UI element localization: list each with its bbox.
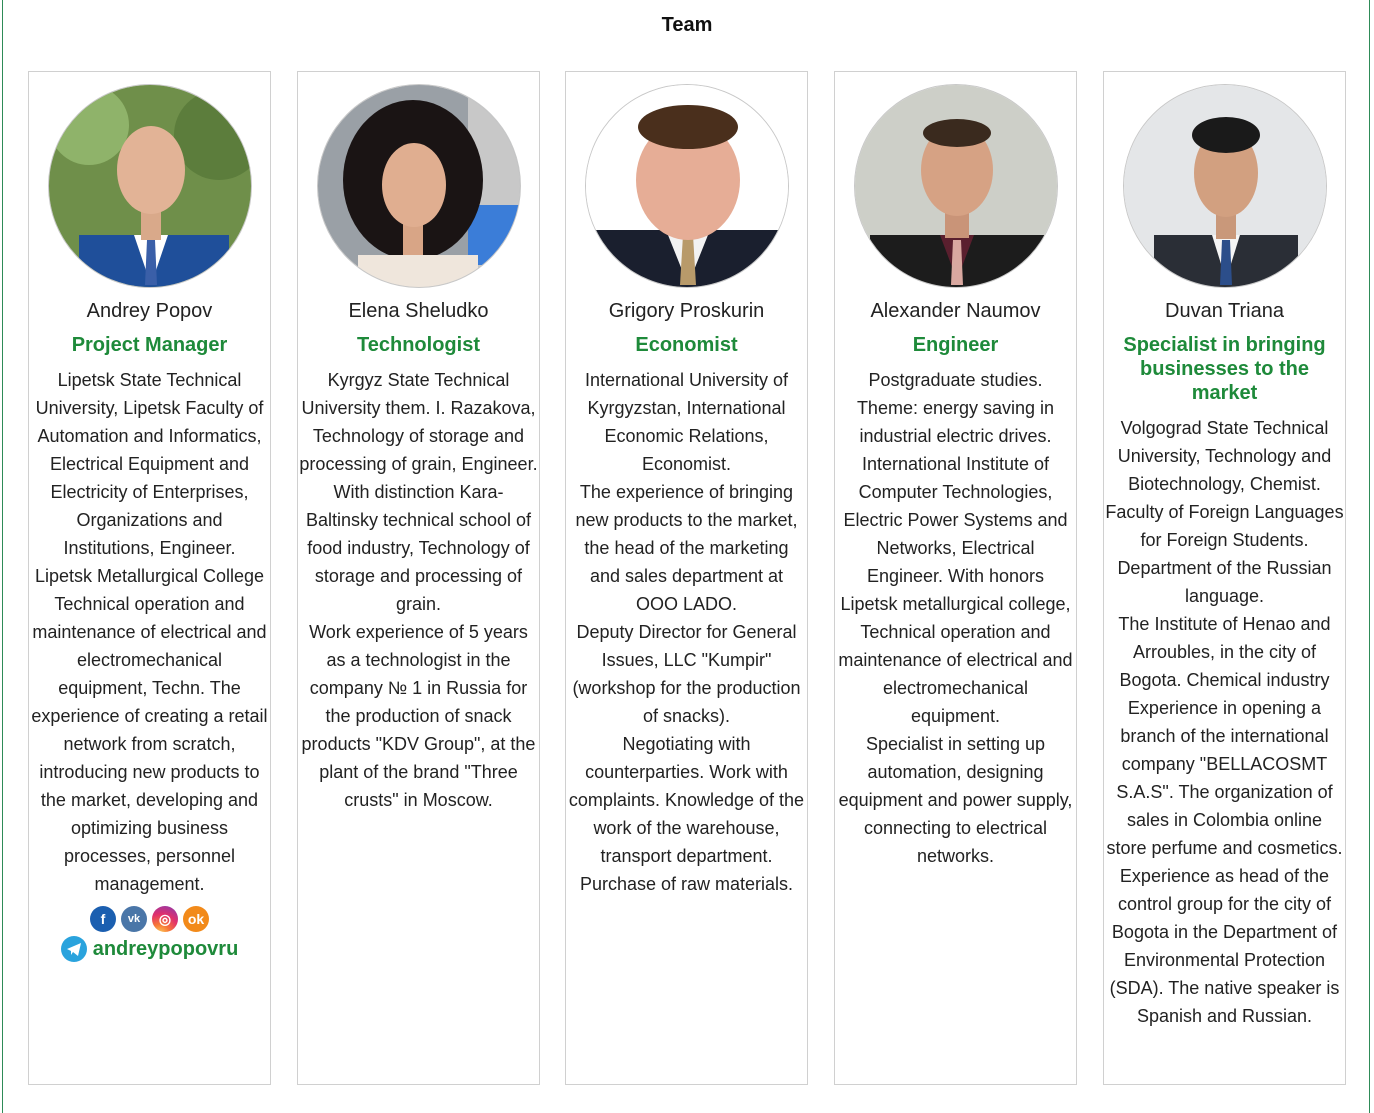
facebook-icon[interactable]: f <box>90 906 116 932</box>
member-bio: Kyrgyz State Technical University them. I. Razakova, Technology of storage and processing of grain, Engineer. With distinction Kara-Baltinsky technical school of food industry, Technology of storage and processing of grain. Work experience of 5 years as a technologist in the company № 1 in Russia for the production of snack products "KDV Group", at the plant of the brand "Three crusts" in Moscow. <box>299 370 538 810</box>
member-name: Andrey Popov <box>86 300 213 322</box>
member-name: Alexander Naumov <box>870 300 1041 322</box>
telegram-handle[interactable]: andreypopovru <box>92 937 239 960</box>
team-card <box>834 71 1077 1085</box>
member-role: Specialist in bringing businesses to the market <box>1123 334 1326 404</box>
member-photo <box>585 84 789 288</box>
member-bio: International University of Kyrgyzstan, International Economic Relations, Economist. The experience of bringing new products to the market, the head of the marketing and sales department at OOO LADO. Deputy Director for General Issues, LLC "Kumpir" (workshop for the production of snacks). Negotiating with counterparties. Work with complaints. Knowledge of the work of the warehouse, transport department. Purchase of raw materials. <box>568 370 805 894</box>
member-photo <box>854 84 1058 288</box>
member-name: Grigory Proskurin <box>608 300 765 322</box>
member-role: Project Manager <box>71 334 228 356</box>
member-photo <box>48 84 252 288</box>
member-name: Duvan Triana <box>1165 300 1284 322</box>
page-title: Team <box>661 14 713 36</box>
member-role: Engineer <box>912 334 999 356</box>
member-bio: Volgograd State Technical University, Technology and Biotechnology, Chemist. Faculty of Foreign Languages for Foreign Students. Department of the Russian language. The Institute of Henao and Arroubles, in the city of Bogota. Chemical industry Experience in opening a branch of the international company "BELLACOSMT S.A.S". The organization of sales in Colombia online store perfume and cosmetics. Experience as head of the control group for the city of Bogota in the Department of Environmental Protection (SDA). The native speaker is Spanish and Russian. <box>1105 418 1344 1026</box>
member-bio: Postgraduate studies. Theme: energy saving in industrial electric drives. International Institute of Computer Technologies, Electric Power Systems and Networks, Electrical Engineer. With honors Lipetsk metallurgical college, Technical operation and maintenance of electrical and electromechanical equipment. Specialist in setting up automation, designing equipment and power supply, connecting to electrical networks. <box>838 370 1073 866</box>
social-links <box>29 906 270 932</box>
team-card <box>28 71 271 1085</box>
member-photo <box>1123 84 1327 288</box>
member-bio: Lipetsk State Technical University, Lipetsk Faculty of Automation and Informatics, Electrical Equipment and Electricity of Enterprises, Organizations and Institutions, Engineer. Lipetsk Metallurgical College Technical operation and maintenance of electrical and electromechanical equipment, Techn. The experience of creating a retail network from scratch, introducing new products to the market, developing and optimizing business processes, personnel management. <box>31 370 268 894</box>
instagram-icon[interactable]: ◎ <box>152 906 178 932</box>
odnoklassniki-icon[interactable]: ok <box>183 906 209 932</box>
team-card <box>565 71 808 1085</box>
member-name: Elena Sheludko <box>348 300 489 322</box>
member-role: Technologist <box>357 334 480 356</box>
member-role: Economist <box>635 334 738 356</box>
member-photo <box>317 84 521 288</box>
vk-icon[interactable]: vk <box>121 906 147 932</box>
team-card <box>297 71 540 1085</box>
telegram-icon[interactable] <box>61 936 87 962</box>
team-card <box>1103 71 1346 1085</box>
telegram-link[interactable] <box>29 936 270 962</box>
